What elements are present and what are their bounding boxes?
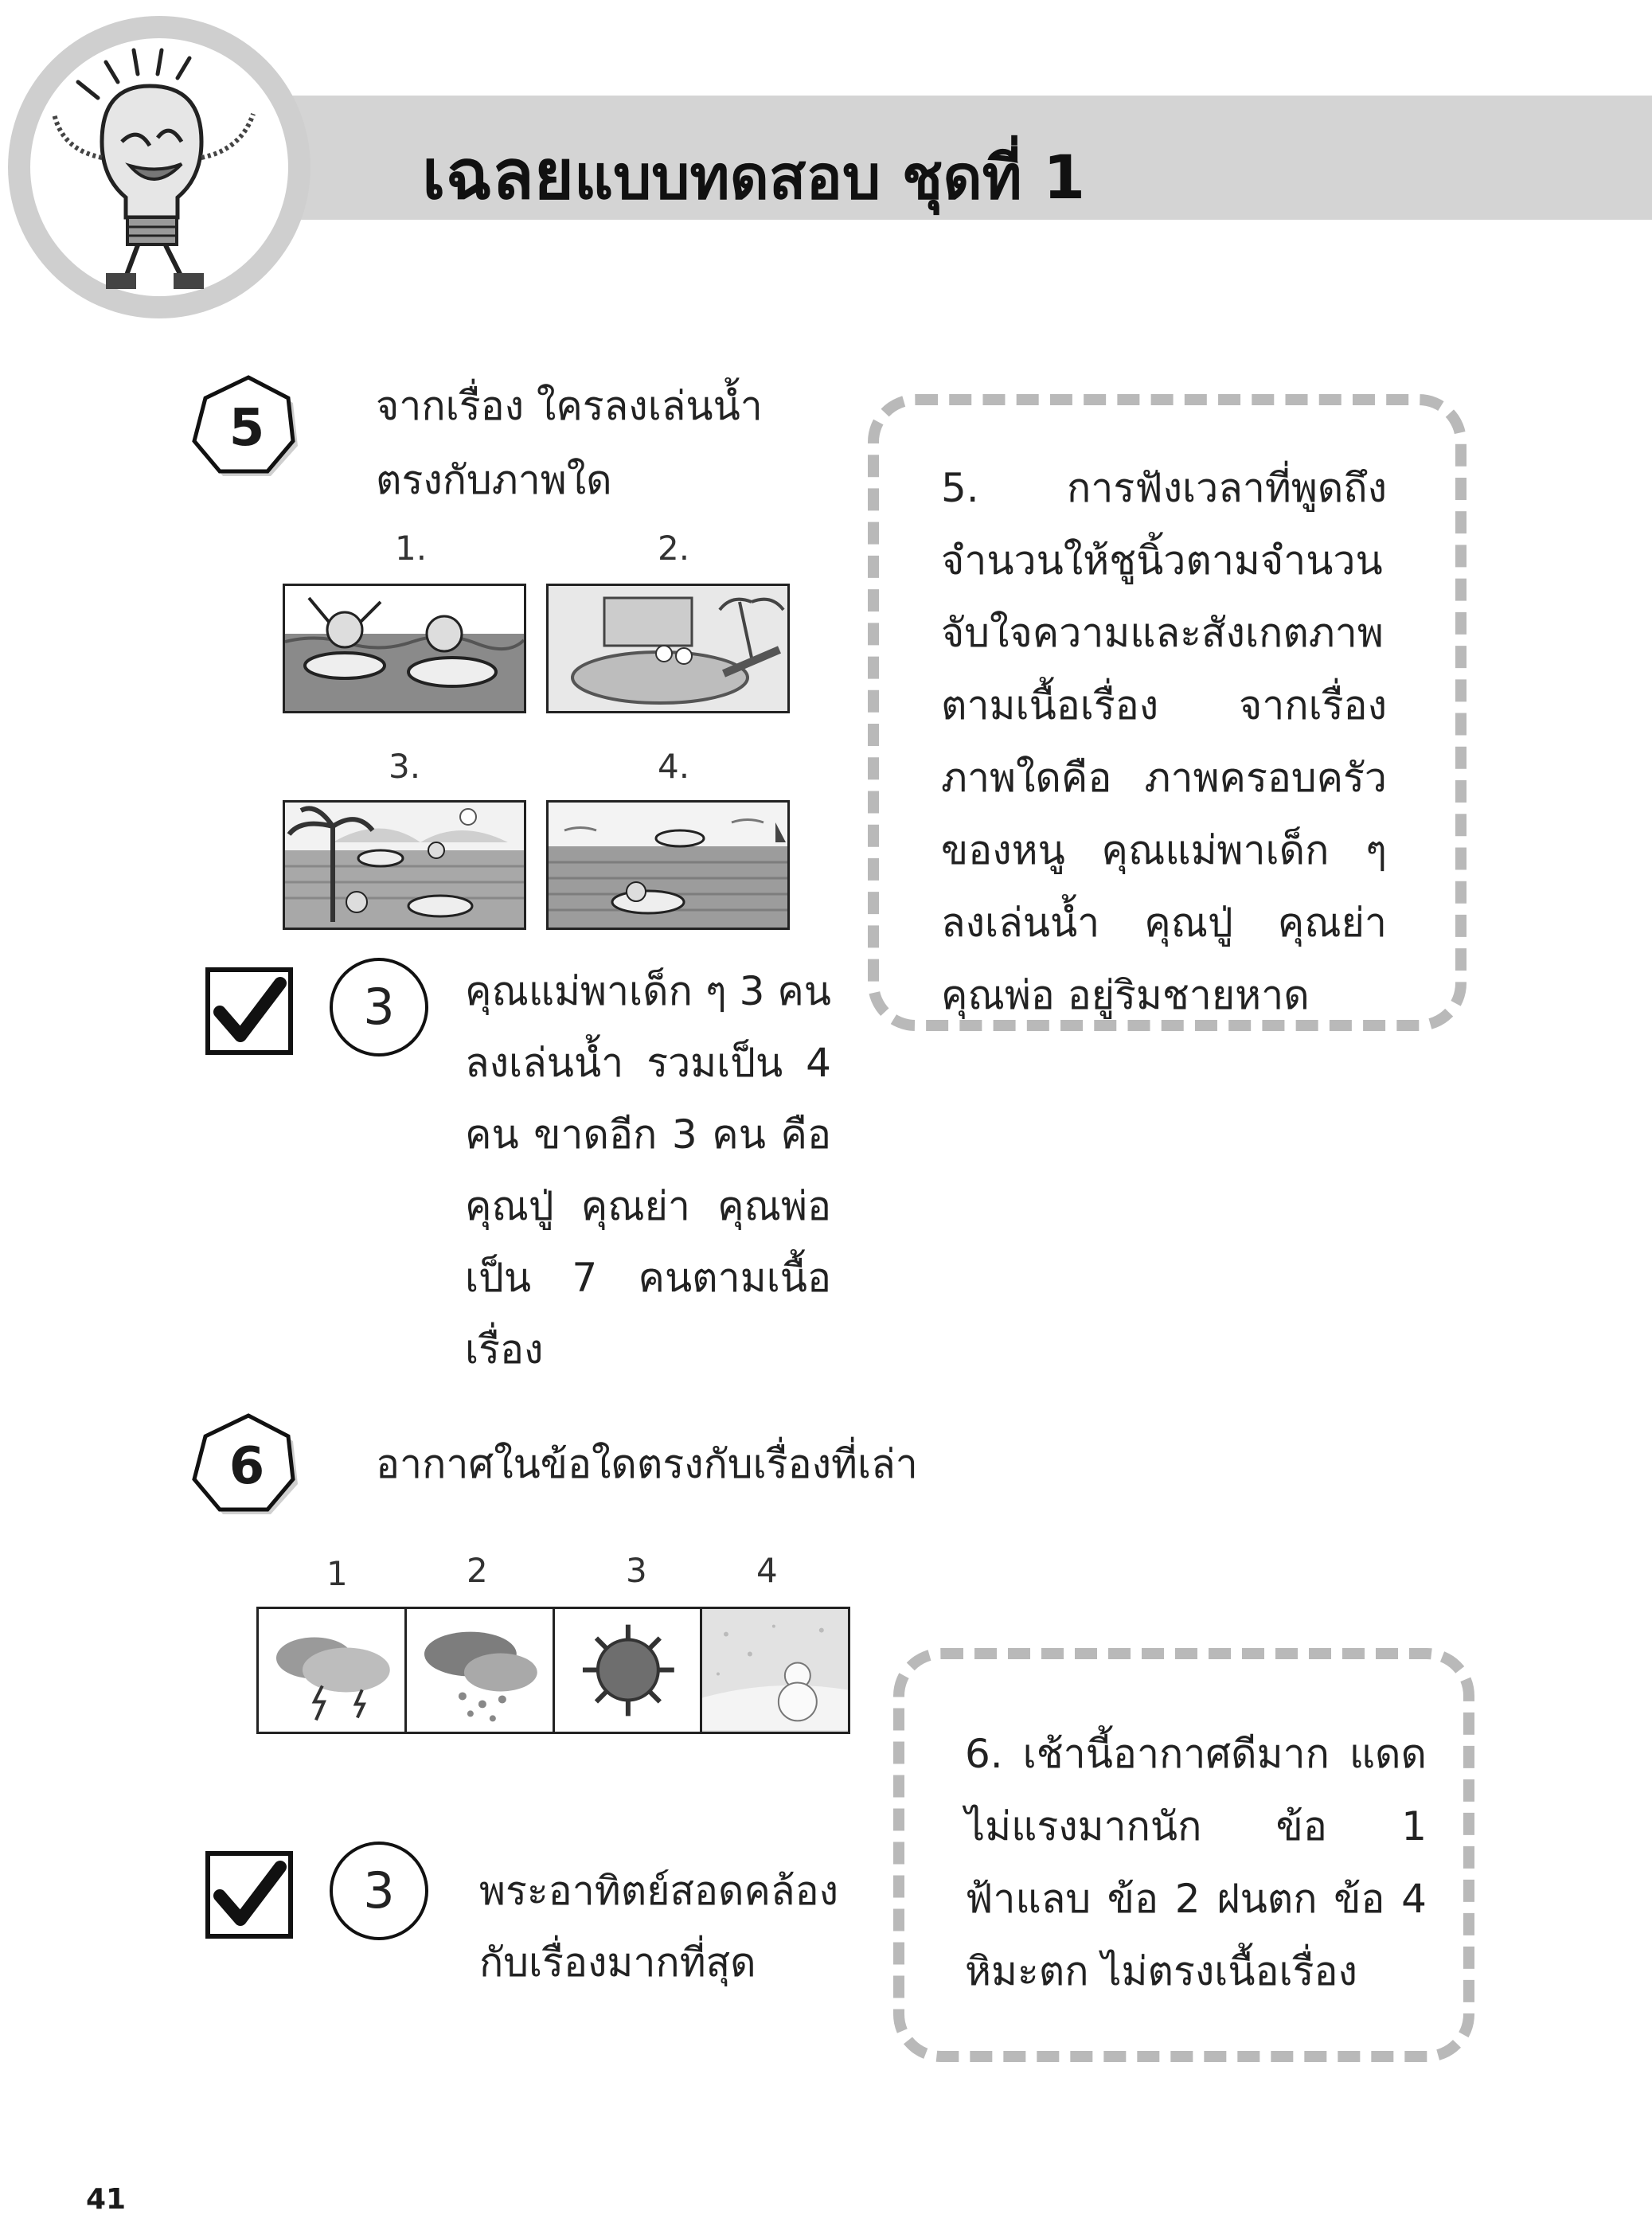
option-label: 1: [326, 1554, 348, 1593]
explanation-text: 6. เช้านี้อากาศดีมาก แดดไม่แรงมากนัก ข้อ 1 ฟ้าแลบ ข้อ 2 ฝนตก ข้อ 4 หิมะตก ไม่ตรงเนื้อเรื่อง: [965, 1731, 1427, 1994]
explanation-text: 5. การฟังเวลาที่พูดถึงจำนวนให้ชูนิ้วตามจำนวน จับใจความและสังเกตภาพตามเนื้อเรื่อง จากเรื่องภาพใดคือ ภาพครอบครัวของหนู คุณแม่พาเด็ก ๆ ลงเล่นน้ำ คุณปู่ คุณย่า คุณพ่อ อยู่ริมชายหาด: [941, 465, 1387, 1018]
answer-explanation: พระอาทิตย์สอดคล้องกับเรื่องมากที่สุด: [479, 1868, 839, 1986]
option-image-3: [283, 800, 526, 930]
option-label: 3.: [389, 747, 421, 786]
question-number: 6: [228, 1437, 265, 1496]
option-label: 2.: [658, 529, 690, 568]
option-image-2: [546, 584, 790, 713]
answer-explanation: คุณแม่พาเด็ก ๆ 3 คน ลงเล่นน้ำ รวมเป็น 4 คน ขาดอีก 3 คน คือ คุณปู่ คุณย่า คุณพ่อ เป็น 7 คนตามเนื้อเรื่อง: [465, 968, 831, 1373]
question-number-badge: [191, 373, 303, 484]
rain-cloud-icon: [407, 1609, 553, 1732]
lightbulb-mascot-icon: [30, 38, 288, 296]
thunderstorm-icon: [259, 1609, 404, 1732]
weather-option-4: [702, 1609, 848, 1732]
option-image-4: [546, 800, 790, 930]
option-label: 2: [467, 1551, 488, 1590]
option-label: 4.: [658, 747, 690, 786]
sun-icon: [555, 1609, 701, 1732]
option-label: 3: [626, 1551, 647, 1590]
option-label: 1.: [395, 529, 428, 568]
answer-choice: 3: [330, 958, 428, 1057]
checkbox-checked: [205, 967, 293, 1055]
question-number: 5: [228, 399, 265, 458]
page-title: [422, 119, 1085, 228]
weather-option-2: [407, 1609, 555, 1732]
checkmark-icon: [210, 972, 288, 1050]
page-number: 41: [86, 2183, 127, 2216]
title-rest: แบบทดสอบ ชุดที่ 1: [574, 142, 1086, 213]
option-image-1: [283, 584, 526, 713]
question-text: จากเรื่อง ใครลงเล่นน้ำ ตรงกับภาพใด: [376, 383, 763, 503]
option-label: 4: [756, 1551, 778, 1590]
weather-option-1: [259, 1609, 407, 1732]
checkbox-checked: [205, 1851, 293, 1939]
weather-options-strip: [256, 1607, 850, 1734]
question-number-badge: [191, 1411, 303, 1522]
weather-option-3: [555, 1609, 703, 1732]
title-bold: เฉลย: [422, 135, 575, 215]
question-text: อากาศในข้อใดตรงกับเรื่องที่เล่า: [376, 1441, 918, 1487]
answer-choice: 3: [330, 1842, 428, 1940]
snowman-icon: [702, 1609, 848, 1732]
checkmark-icon: [210, 1856, 288, 1934]
